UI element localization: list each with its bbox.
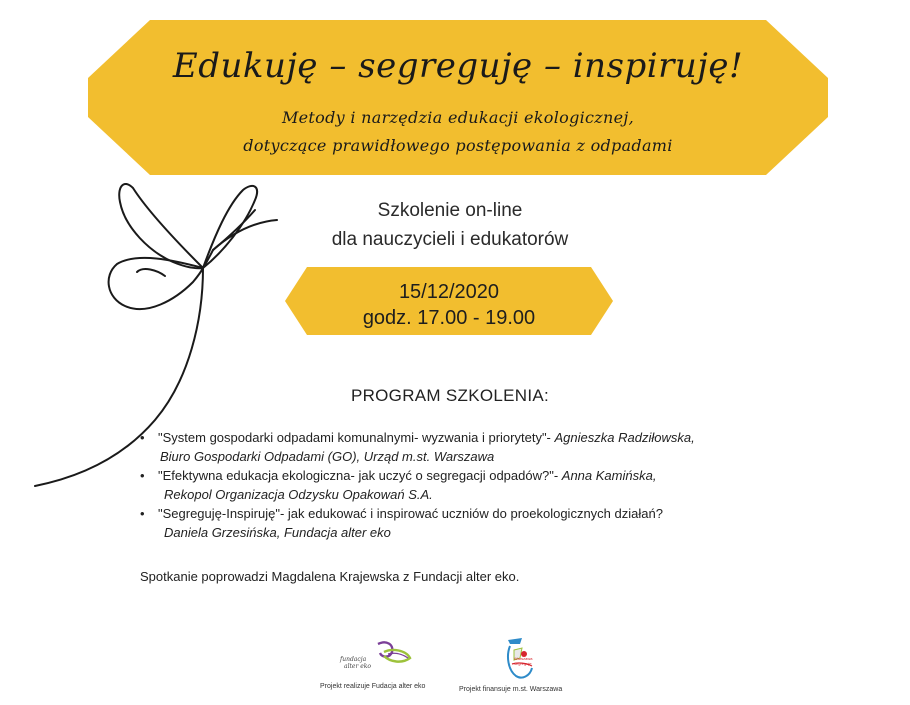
list-item xyxy=(140,428,790,466)
title-banner xyxy=(88,20,828,175)
talk-title: "Efektywna edukacja ekologiczna- jak uczyć o segregacji odpadów?"- xyxy=(158,468,562,483)
logo2-text-line1: Warszawa xyxy=(514,656,533,661)
warszawa-segreguje-logo xyxy=(500,636,540,682)
speaker-affiliation: Biuro Gospodarki Odpadami (GO), Urząd m.st. Warszawa xyxy=(160,449,495,464)
event-time: godz. 17.00 - 19.00 xyxy=(362,307,536,329)
event-type: Szkolenie on-line xyxy=(377,200,523,221)
moderator-note: Spotkanie poprowadzi Magdalena Krajewska z Fundacji alter eko. xyxy=(140,569,520,584)
event-audience: dla nauczycieli i edukatorów xyxy=(331,229,569,250)
bullet: • xyxy=(140,468,145,483)
alter-eko-logo xyxy=(338,638,418,674)
logo1-text-line1: fundacja xyxy=(340,656,367,663)
list-item xyxy=(140,504,790,542)
logo2-text-line2: segreguje xyxy=(514,661,532,666)
speaker-name: Agnieszka Radziłowska, xyxy=(554,430,695,445)
bullet: • xyxy=(140,430,145,445)
program-list xyxy=(140,428,790,542)
logo1-text-line2: alter eko xyxy=(344,663,372,670)
event-date: 15/12/2020 xyxy=(398,281,500,303)
logo1-caption: Projekt realizuje Fudacja alter eko xyxy=(320,683,426,690)
list-item xyxy=(140,466,790,504)
subtitle-line-2: dotyczące prawidłowego postępowania z odpadami xyxy=(243,136,673,155)
date-badge xyxy=(285,267,613,335)
page-title: Edukuję – segreguję – inspiruję! xyxy=(172,46,744,86)
speaker-affiliation: Daniela Grzesińska, Fundacja alter eko xyxy=(164,525,391,540)
subtitle-line-1: Metody i narzędzia edukacji ekologicznej, xyxy=(281,108,635,127)
logo2-caption: Projekt finansuje m.st. Warszawa xyxy=(459,686,563,693)
talk-title: "Segreguję-Inspiruję"- jak edukować i inspirować uczniów do proekologicznych działań? xyxy=(158,506,663,521)
speaker-name: Anna Kamińska, xyxy=(561,468,657,483)
program-heading: PROGRAM SZKOLENIA: xyxy=(350,386,550,405)
bullet: • xyxy=(140,506,145,521)
speaker-affiliation: Rekopol Organizacja Odzysku Opakowań S.A. xyxy=(164,487,433,502)
talk-title: "System gospodarki odpadami komunalnymi- wyzwania i priorytety"- xyxy=(158,430,555,445)
